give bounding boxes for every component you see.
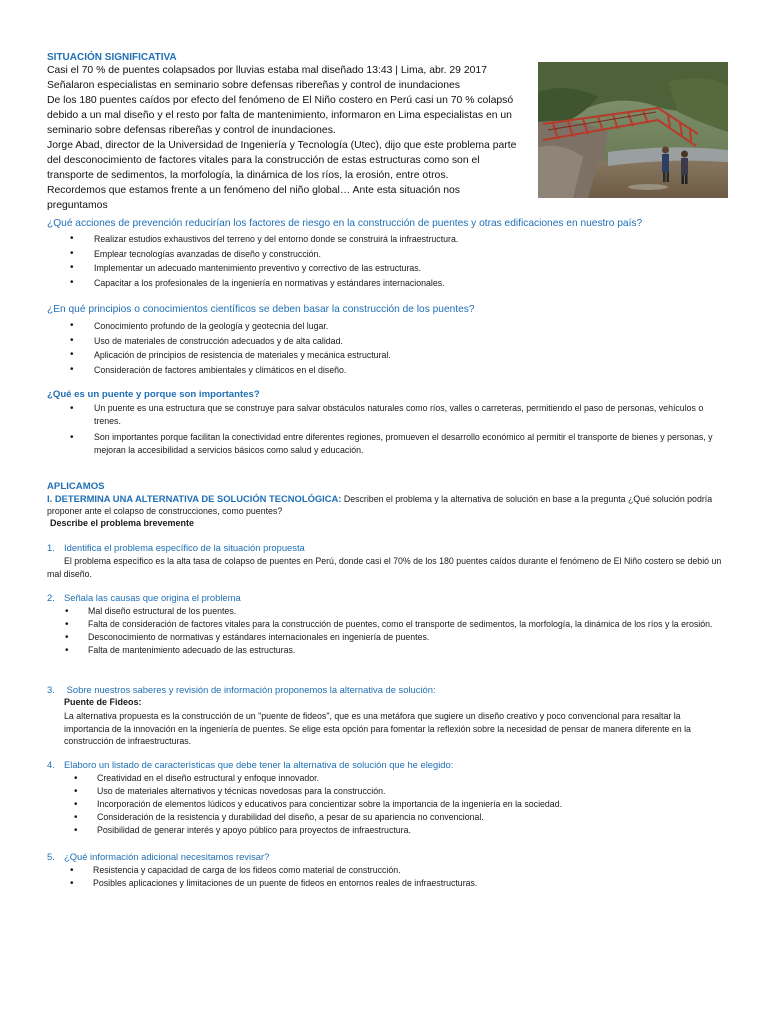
section-4-heading: 4. Elaboro un listado de características que debe tener la alternativa de solución que he elegido:: [47, 759, 454, 770]
situation-line: De los 180 puentes caídos por efecto del fenómeno de El Niño costero en Perú casi un 70 % colapsó: [47, 95, 514, 106]
list-item: • Uso de materiales alternativos y técnicas novedosas para la construcción.: [97, 785, 727, 798]
list-item: • Consideración de factores ambientales y climáticos en el diseño.: [94, 363, 714, 378]
aplicamos-instructions: [47, 493, 727, 517]
situation-line: Señalaron especialistas en seminario sobre defensas ribereñas y control de inundaciones: [47, 80, 460, 91]
list-item: • Posibles aplicaciones y limitaciones de un puente de fideos en entornos reales de infraestructuras.: [93, 877, 723, 890]
section-3-heading: 3. Sobre nuestros saberes y revisión de información proponemos la alternativa de solución:: [47, 684, 436, 695]
prevention-list: [94, 232, 714, 290]
situation-line: del desconocimiento de factores vitales para la construcción de estas estructuras como son el: [47, 155, 480, 166]
list-item: • Realizar estudios exhaustivos del terreno y del entorno donde se construirá la infraestructura.: [94, 232, 714, 247]
situation-line: Casi el 70 % de puentes colapsados por lluvias estaba mal diseñado 13:43 | Lima, abr. 29 2017: [47, 65, 487, 76]
list-item: • Consideración de la resistencia y durabilidad del diseño, a pesar de su apariencia no convencional.: [97, 811, 727, 824]
bridge-definition-list: [94, 402, 724, 457]
section-2-heading: 2. Señala las causas que origina el problema: [47, 592, 241, 603]
section-3-text: La alternativa propuesta es la construcción de un "puente de fideos", que es una metáfora que sugiere un diseño creativo y poco convencional para resaltar la importancia de la innovación en la ingeniería de puentes. Se elige esta opción para fomentar la reflexión sobre la necesidad de pensar de manera diferente en la construcción de infraestructuras.: [64, 711, 691, 746]
section-5-heading: 5. ¿Qué información adicional necesitamos revisar?: [47, 851, 270, 862]
list-item: • Implementar un adecuado mantenimiento preventivo y correctivo de las estructuras.: [94, 261, 714, 276]
list-item: • Resistencia y capacidad de carga de los fideos como material de construcción.: [93, 864, 723, 877]
list-item: • Falta de consideración de factores vitales para la construcción de puentes, como el transporte de sedimentos, la morfología, la dinámica de los ríos y la erosión.: [88, 618, 724, 631]
list-item: • Creatividad en el diseño estructural y enfoque innovador.: [97, 772, 727, 785]
list-item: • Un puente es una estructura que se construye para salvar obstáculos naturales como ríos, valles o carreteras, permitiendo el paso de personas, vehículos o trenes.: [94, 402, 724, 428]
list-item: • Aplicación de principios de resistencia de materiales y mecánica estructural.: [94, 348, 714, 363]
describe-label: Describe el problema brevemente: [50, 518, 195, 528]
characteristics-list: [97, 772, 727, 837]
question-prevention: ¿Qué acciones de prevención reducirían los factores de riesgo en la construcción de puentes y otras edificaciones en nuestro país?: [47, 218, 643, 229]
list-item: • Emplear tecnologías avanzadas de diseño y construcción.: [94, 247, 714, 262]
additional-info-list: [93, 864, 723, 890]
question-principles: ¿En qué principios o conocimientos científicos se deben basar la construcción de los puentes?: [47, 304, 475, 315]
situation-line: preguntamos: [47, 200, 108, 211]
list-item: • Uso de materiales de construcción adecuados y de alta calidad.: [94, 334, 714, 349]
situation-line: debido a un mal diseño y el resto por falta de mantenimiento, informaron en Lima especialistas en un: [47, 110, 512, 121]
question-bridge-definition: ¿Qué es un puente y porque son importantes?: [47, 389, 260, 400]
section-1-text: El problema específico es la alta tasa de colapso de puentes en Perú, donde casi el 70% de los 180 puentes caídos durante el fenómeno de El Niño costero se debió un mal diseño.: [47, 556, 722, 579]
situation-line: Recordemos que estamos frente a un fenómeno del niño global… Ante esta situación nos: [47, 185, 460, 196]
collapsed-bridge-photo: [538, 62, 728, 198]
list-item: • Incorporación de elementos lúdicos y educativos para concientizar sobre la importancia de la ingeniería en la sociedad.: [97, 798, 727, 811]
situation-line: Jorge Abad, director de la Universidad de Ingeniería y Tecnología (Utec), dijo que este problema parte: [47, 140, 517, 151]
situation-body: [47, 63, 532, 213]
aplicamos-heading-text: Describen el problema y la alternativa de solución en base a la pregunta ¿Qué solución podría proponer ante el colapso de construcciones, como puentes?: [47, 494, 713, 516]
list-item: • Desconocimiento de normativas y estándares internacionales en ingeniería de puentes.: [88, 631, 724, 644]
list-item: • Son importantes porque facilitan la conectividad entre diferentes regiones, promueven el desarrollo económico al permitir el transporte de bienes y personas, y mejoran la accesibilidad a servicios básicos como salud y educación.: [94, 431, 724, 457]
list-item: • Mal diseño estructural de los puentes.: [88, 605, 724, 618]
situation-title: SITUACIÓN SIGNIFICATIVA: [47, 52, 177, 63]
aplicamos-heading: I. DETERMINA UNA ALTERNATIVA DE SOLUCIÓN TECNOLÓGICA:: [47, 493, 342, 504]
situation-line: seminario sobre defensas ribereñas y control de inundaciones.: [47, 125, 336, 136]
list-item: • Posibilidad de generar interés y apoyo público para proyectos de infraestructura.: [97, 824, 727, 837]
aplicamos-title: APLICAMOS: [47, 481, 105, 492]
situation-line: transporte de sedimentos, la morfología, la dinámica de los ríos, la erosión, entre otros.: [47, 170, 449, 181]
section-1-heading: 1. Identifica el problema específico de la situación propuesta: [47, 542, 305, 553]
causes-list: [88, 605, 724, 657]
list-item: • Capacitar a los profesionales de la ingeniería en normativas y estándares internacionales.: [94, 276, 714, 291]
list-item: • Conocimiento profundo de la geología y geotecnia del lugar.: [94, 319, 714, 334]
list-item: • Falta de mantenimiento adecuado de las estructuras.: [88, 644, 724, 657]
section-3-subtitle: Puente de Fideos:: [64, 697, 142, 707]
principles-list: [94, 319, 714, 377]
